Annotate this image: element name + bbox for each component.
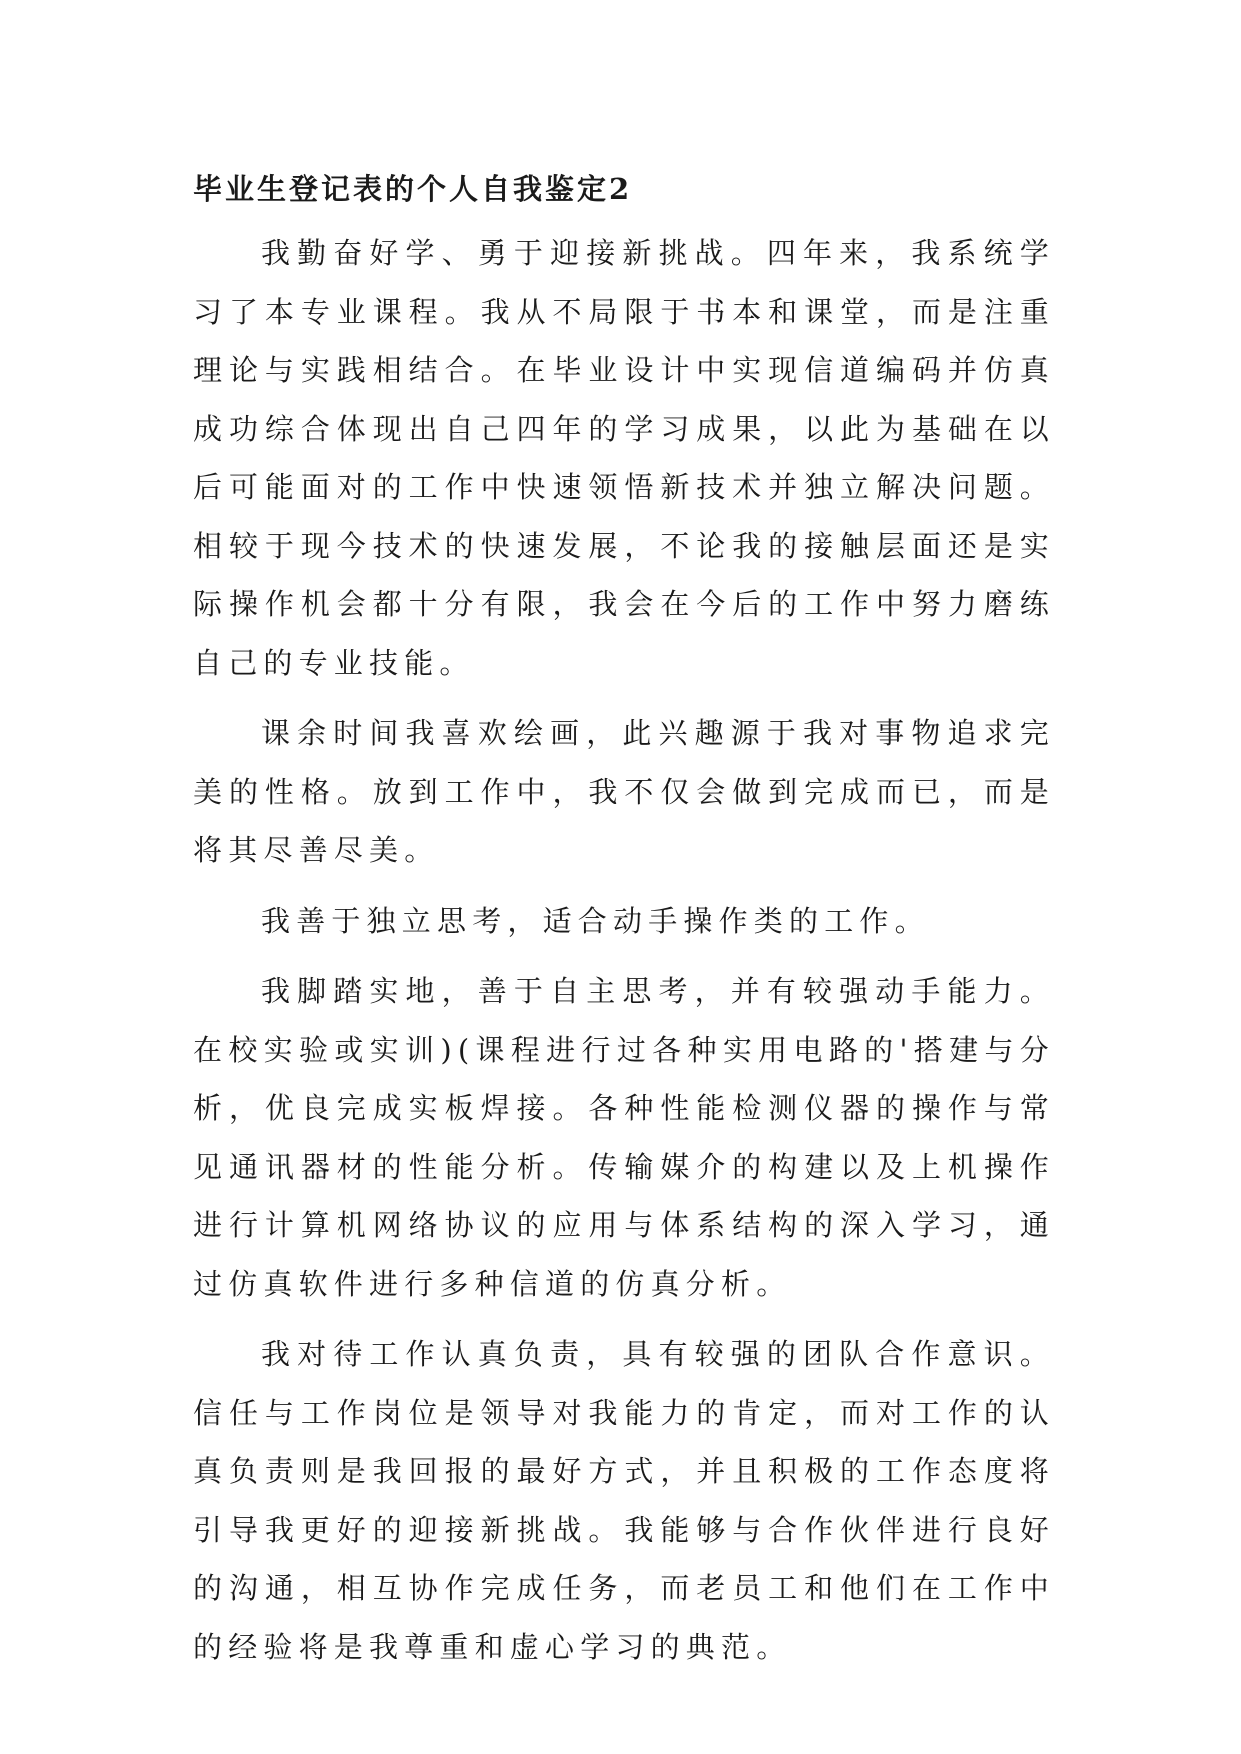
paragraph-4: 我脚踏实地，善于自主思考，并有较强动手能力。在校实验或实训)(课程进行过各种实用电路的'搭建与分析，优良完成实板焊接。各种性能检测仪器的操作与常见通讯器材的性能分析。传输媒介的构建以及上机操作进行计算机网络协议的应用与体系结构的深入学习，通过仿真软件进行多种信道的仿真分析。 xyxy=(193,974,1055,1301)
paragraph-2: 课余时间我喜欢绘画，此兴趣源于我对事物追求完美的性格。放到工作中，我不仅会做到完成而已，而是将其尽善尽美。 xyxy=(193,716,1055,867)
paragraph-3: 我善于独立思考，适合动手操作类的工作。 xyxy=(261,903,930,938)
document-page xyxy=(193,160,1055,1676)
paragraph-1: 我勤奋好学、勇于迎接新挑战。四年来，我系统学习了本专业课程。我从不局限于书本和课堂，而是注重理论与实践相结合。在毕业设计中实现信道编码并仿真成功综合体现出自己四年的学习成果，以此为基础在以后可能面对的工作中快速领悟新技术并独立解决问题。相较于现今技术的快速发展，不论我的接触层面还是实际操作机会都十分有限，我会在今后的工作中努力磨练自己的专业技能。 xyxy=(193,236,1055,680)
paragraph-5: 我对待工作认真负责，具有较强的团队合作意识。信任与工作岗位是领导对我能力的肯定，而对工作的认真负责则是我回报的最好方式，并且积极的工作态度将引导我更好的迎接新挑战。我能够与合作伙伴进行良好的沟通，相互协作完成任务，而老员工和他们在工作中的经验将是我尊重和虚心学习的典范。 xyxy=(193,1337,1055,1664)
document-title: 毕业生登记表的个人自我鉴定2 xyxy=(193,172,633,206)
